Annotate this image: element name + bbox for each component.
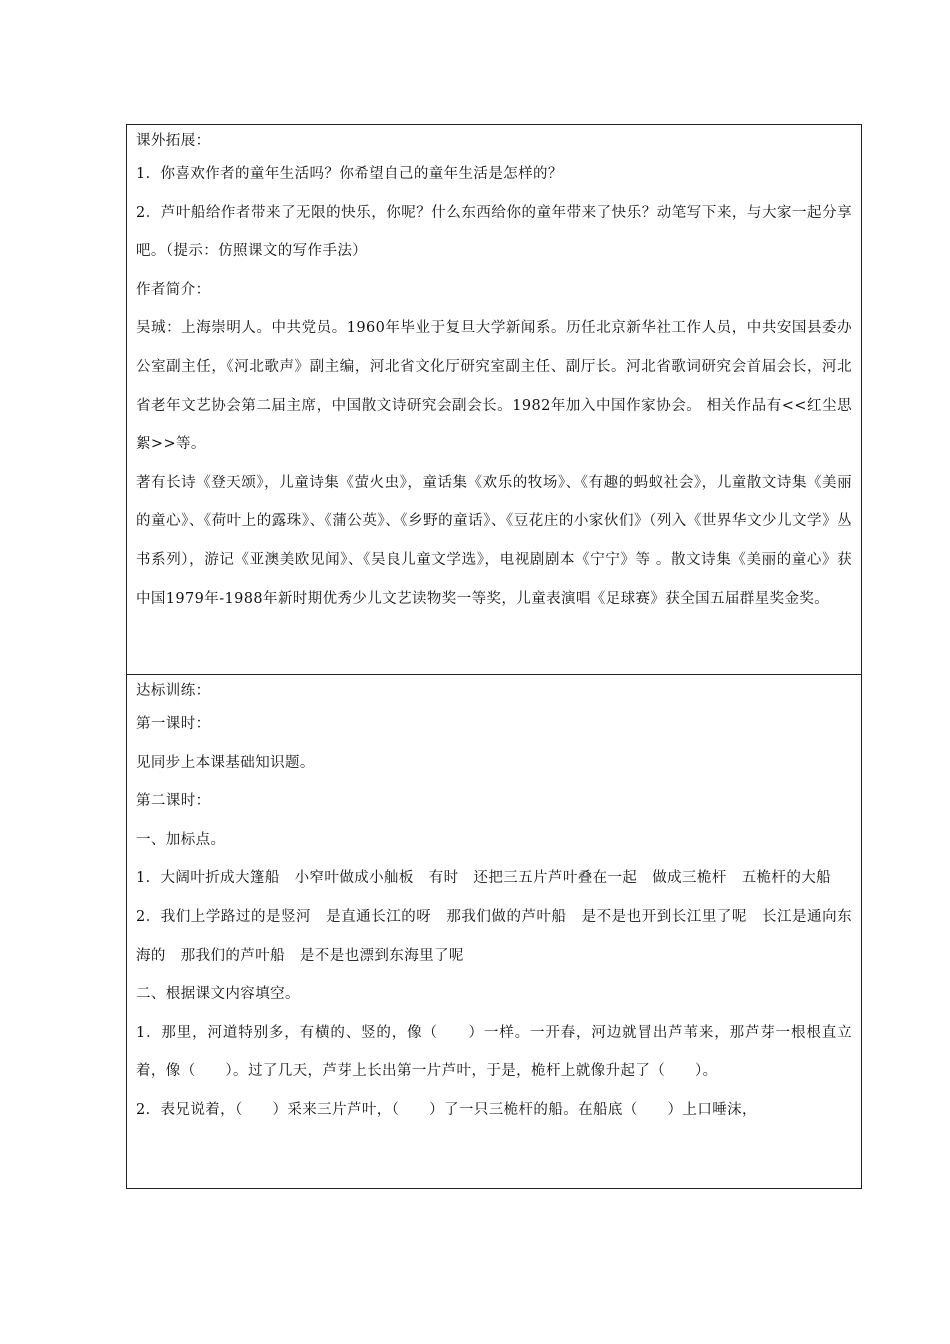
fill-blank-item-1: 1．那里，河道特别多，有横的、竖的，像（ ）一样。一开春，河边就冒出芦苇来，那芦芽一根根直立着，像（ ）。过了几天，芦芽上长出第一片芦叶，于是，桅杆上就像升起了（ ）。 bbox=[136, 1024, 852, 1080]
extension-section bbox=[126, 124, 862, 675]
punctuation-item-2: 2．我们上学路过的是竖河 是直通长江的呀 那我们做的芦叶船 是不是也开到长江里了呢 长江是通向东海的 那我们的芦叶船 是不是也漂到东海里了呢 bbox=[136, 908, 852, 964]
training-section bbox=[126, 675, 862, 1189]
punctuation-item-1: 1．大阔叶折成大篷船 小窄叶做成小舢板 有时 还把三五片芦叶叠在一起 做成三桅杆 五桅杆的大船 bbox=[136, 870, 832, 887]
exercise-table bbox=[126, 124, 862, 1189]
question-2: 2．芦叶船给作者带来了无限的快乐，你呢？什么东西给你的童年带来了快乐？动笔写下来，与大家一起分享吧。（提示：仿照课文的写作手法） bbox=[136, 204, 852, 260]
author-heading: 作者简介： bbox=[136, 281, 211, 298]
question-1: 1．你喜欢作者的童年生活吗？你希望自己的童年生活是怎样的？ bbox=[136, 166, 563, 182]
author-bio: 吴珹：上海崇明人。中共党员。1960年毕业于复旦大学新闻系。历任北京新华社工作人员，中共安国县委办公室副主任，《河北歌声》副主编，河北省文化厅研究室副主任、副厅长。河北省歌词研究会首届会长，河北省老年文艺协会第二届主席，中国散文诗研究会副会长。1982年加入中国作家协会。 相关作品有<<红尘思絮>>等。 bbox=[136, 320, 852, 453]
part-1-heading: 一、加标点。 bbox=[136, 831, 226, 848]
lesson-1-heading: 第一课时： bbox=[136, 716, 211, 732]
part-2-heading: 二、根据课文内容填空。 bbox=[136, 986, 300, 1003]
lesson-2-heading: 第二课时： bbox=[136, 793, 211, 810]
author-works: 著有长诗《登天颂》，儿童诗集《萤火虫》，童话集《欢乐的牧场》、《有趣的蚂蚁社会》，儿童散文诗集《美丽的童心》、《荷叶上的露珠》、《蒲公英》、《乡野的童话》、《豆花庄的小家伙们》（列入《世界华文少儿文学》丛书系列），游记《亚澳美欧见闻》、《吴良儿童文学选》，电视剧剧本《宁宁》等 。散文诗集《美丽的童心》获中国1979年-1988年新时期优秀少儿文艺读物奖一等奖，儿童表演唱《足球赛》获全国五届群星奖金奖。 bbox=[136, 474, 852, 607]
lesson-1-text: 见同步上本课基础知识题。 bbox=[136, 754, 315, 771]
section-heading-training: 达标训练： bbox=[136, 683, 211, 699]
section-heading-extension: 课外拓展： bbox=[136, 133, 211, 149]
fill-blank-item-2: 2．表兄说着，（ ）采来三片芦叶，（ ）了一只三桅杆的船。在船底（ ）上口唾沫， bbox=[136, 1101, 757, 1118]
